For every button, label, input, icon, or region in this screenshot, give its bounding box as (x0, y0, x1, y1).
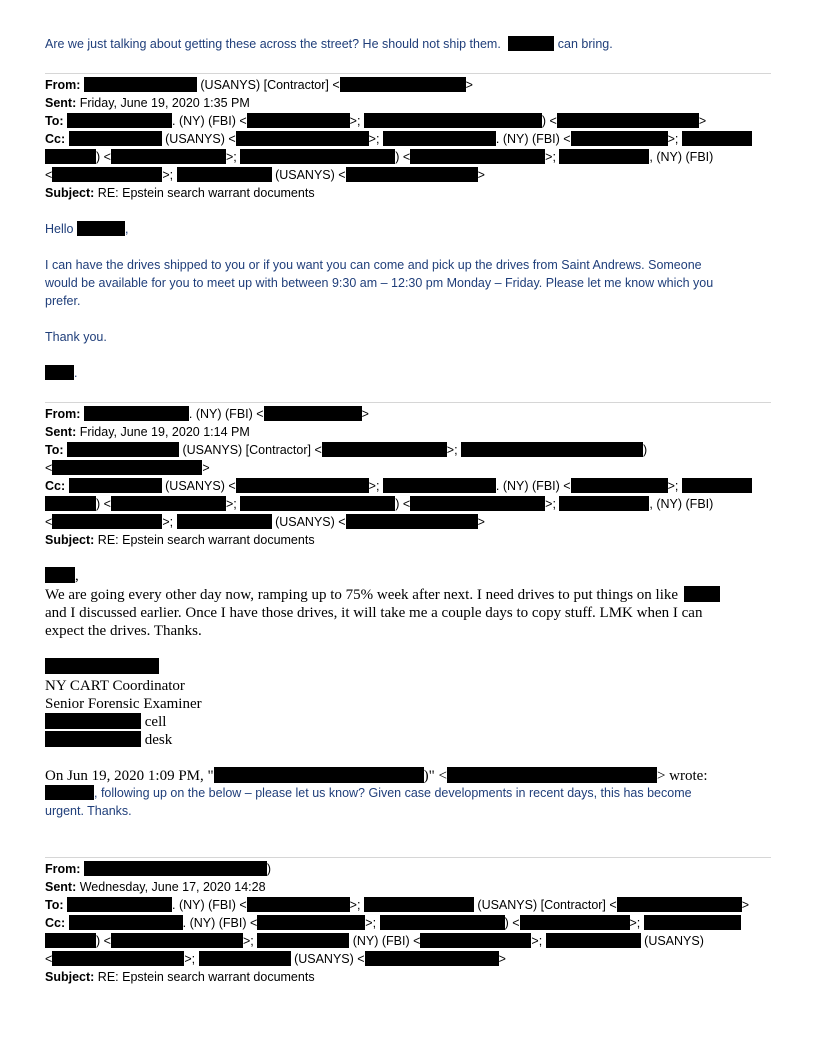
from-label: From: (45, 78, 81, 92)
redaction (682, 478, 752, 493)
email1-thanks: Thank you. (45, 330, 107, 344)
cc-text: >; (225, 497, 237, 511)
to-label: To: (45, 443, 64, 457)
email2-cc-cont2 (45, 513, 485, 531)
redaction (52, 951, 184, 966)
redaction (45, 785, 94, 800)
redaction (346, 514, 478, 529)
cc-label: Cc: (45, 479, 66, 493)
sent-value: Friday, June 19, 2020 1:35 PM (79, 96, 250, 110)
sent-label: Sent: (45, 96, 77, 110)
to-text: < (45, 461, 53, 475)
redaction (236, 478, 369, 493)
redaction (682, 131, 752, 146)
follow-up-line: urgent. Thanks. (45, 804, 132, 818)
redaction (236, 131, 369, 146)
redaction (45, 365, 74, 380)
to-text: > (202, 461, 210, 475)
divider (45, 402, 771, 403)
cc-text: (USANYS) < (165, 479, 236, 493)
redaction (264, 406, 362, 421)
redaction (69, 478, 162, 493)
cc-text: ) < (96, 150, 111, 164)
redaction (177, 514, 272, 529)
email1-from (45, 76, 473, 94)
cc-text: , (NY) (FBI) (649, 497, 714, 511)
email2-cc (45, 477, 752, 495)
cc-text: < (45, 952, 53, 966)
email2-from (45, 405, 369, 423)
cc-text: >; (368, 479, 380, 493)
email1-body-line: prefer. (45, 294, 81, 308)
subject-label: Subject: (45, 186, 95, 200)
redaction (346, 167, 478, 182)
cc-text: > (477, 168, 485, 182)
redaction (559, 496, 649, 511)
subject-label: Subject: (45, 970, 95, 984)
cc-text: >; (667, 132, 679, 146)
email2-sig-name (45, 658, 159, 676)
email2-subject (45, 531, 315, 549)
redaction (508, 36, 554, 51)
to-label: To: (45, 898, 64, 912)
redaction (380, 915, 505, 930)
cc-text: (USANYS) < (275, 168, 346, 182)
cc-label: Cc: (45, 132, 66, 146)
cc-text: ) < (395, 150, 411, 164)
greeting-text: Hello (45, 222, 74, 236)
email1-subject (45, 184, 315, 202)
follow-up-line (45, 784, 692, 802)
sent-value: Friday, June 19, 2020 1:14 PM (79, 425, 250, 439)
email3-from (45, 860, 271, 878)
cc-text: >; (368, 132, 380, 146)
from-label: From: (45, 407, 81, 421)
top-reply-text-end: can bring. (557, 37, 613, 51)
cc-text: ) < (395, 497, 411, 511)
redaction (644, 915, 741, 930)
cc-text: (USANYS) < (294, 952, 365, 966)
email1-sent (45, 94, 250, 112)
greeting-text-end: , (124, 222, 129, 236)
redaction (84, 861, 267, 876)
redaction (214, 767, 424, 783)
from-text-end: > (465, 78, 473, 92)
quote-text: > wrote: (656, 768, 708, 784)
redaction (67, 897, 172, 912)
email1-body-line: I can have the drives shipped to you or if you want you can come and pick up the drives from Saint Andrews. Someone (45, 258, 702, 272)
to-label: To: (45, 114, 64, 128)
redaction (617, 897, 742, 912)
redaction (45, 658, 159, 674)
redaction (240, 496, 395, 511)
greeting-text: , (75, 568, 79, 584)
redaction (340, 77, 466, 92)
redaction (69, 131, 162, 146)
signature-text: . (74, 366, 78, 380)
sent-value: Wednesday, June 17, 2020 14:28 (79, 880, 266, 894)
quote-text: On Jun 19, 2020 1:09 PM, " (45, 768, 214, 784)
email3-cc (45, 914, 741, 932)
cc-text: >; (667, 479, 679, 493)
email2-to-cont (45, 459, 210, 477)
redaction (52, 167, 162, 182)
redaction (45, 496, 96, 511)
email2-greeting (45, 567, 79, 585)
email2-cc-cont (45, 495, 713, 513)
redaction (45, 731, 141, 747)
redaction (364, 897, 474, 912)
email1-greeting (45, 220, 128, 238)
quote-text: )" < (423, 768, 447, 784)
cc-text: >; (545, 497, 556, 511)
redaction (67, 442, 179, 457)
cc-text: . (NY) (FBI) < (495, 132, 571, 146)
cc-text: (NY) (FBI) < (352, 934, 421, 948)
to-text: >; (446, 443, 458, 457)
email3-subject (45, 968, 315, 986)
redaction (257, 915, 365, 930)
redaction (571, 131, 668, 146)
redaction (684, 586, 720, 602)
cc-text: >; (225, 150, 237, 164)
cc-text: ) < (96, 934, 111, 948)
top-reply-text: Are we just talking about getting these across the street? He should not ship them. (45, 37, 501, 51)
subject-value: RE: Epstein search warrant documents (97, 533, 315, 547)
redaction (322, 442, 447, 457)
cc-text: >; (365, 916, 377, 930)
divider (45, 857, 771, 858)
cc-text: ) < (96, 497, 111, 511)
redaction (410, 496, 545, 511)
body-text: We are going every other day now, ramping up to 75% week after next. I need drives to put things on like (45, 587, 679, 603)
cc-text: >; (162, 515, 174, 529)
redaction (247, 113, 350, 128)
to-text: (USANYS) [Contractor] < (477, 898, 617, 912)
redaction (571, 478, 668, 493)
cc-text: >; (162, 168, 174, 182)
redaction (199, 951, 291, 966)
email1-signature (45, 364, 77, 382)
redaction (111, 496, 226, 511)
top-reply-line (45, 35, 613, 53)
follow-up-text: , following up on the below – please let us know? Given case developments in recent days, this has become (94, 786, 692, 800)
to-text: ) (643, 443, 648, 457)
sig-title: Senior Forensic Examiner (45, 696, 202, 712)
to-text: > (698, 114, 707, 128)
cc-text: >; (242, 934, 254, 948)
cc-text: (USANYS) < (165, 132, 236, 146)
to-text: >; (349, 898, 361, 912)
redaction (45, 713, 141, 729)
to-text: (USANYS) [Contractor] < (182, 443, 322, 457)
from-text: (USANYS) [Contractor] < (200, 78, 340, 92)
email1-cc-cont (45, 148, 713, 166)
cc-text: < (45, 168, 53, 182)
sig-desk-label: desk (144, 732, 173, 748)
redaction (69, 915, 183, 930)
cc-text: > (498, 952, 506, 966)
sig-cell-label: cell (144, 714, 167, 730)
redaction (364, 113, 542, 128)
email3-to (45, 896, 749, 914)
to-text: ) < (541, 114, 557, 128)
email2-body-line (45, 586, 720, 604)
redaction (111, 149, 226, 164)
email1-cc-cont2 (45, 166, 485, 184)
cc-text: >; (531, 934, 543, 948)
redaction (257, 933, 349, 948)
redaction (247, 897, 350, 912)
email2-sent (45, 423, 250, 441)
subject-value: RE: Epstein search warrant documents (97, 970, 315, 984)
redaction (557, 113, 699, 128)
cc-text: (USANYS) (644, 934, 704, 948)
cc-text: >; (629, 916, 641, 930)
email2-body-line: and I discussed earlier. Once I have those drives, it will take me a couple days to copy stuff. LMK when I can (45, 605, 703, 621)
from-text-end: > (361, 407, 369, 421)
redaction (520, 915, 630, 930)
to-text: >; (349, 114, 361, 128)
email3-cc-cont2 (45, 950, 506, 968)
sent-label: Sent: (45, 880, 77, 894)
cc-label: Cc: (45, 916, 66, 930)
redaction (240, 149, 395, 164)
from-text: . (NY) (FBI) < (188, 407, 264, 421)
cc-text: (USANYS) < (275, 515, 346, 529)
subject-value: RE: Epstein search warrant documents (97, 186, 315, 200)
redaction (45, 149, 96, 164)
sig-cell (45, 713, 166, 731)
redaction (45, 933, 96, 948)
quote-header (45, 767, 708, 785)
email2-body-line: expect the drives. Thanks. (45, 623, 202, 639)
sent-label: Sent: (45, 425, 77, 439)
email1-body-line: would be available for you to meet up with between 9:30 am – 12:30 pm Monday – Friday. Please let me know which you (45, 276, 714, 290)
cc-text: ) < (504, 916, 520, 930)
cc-text: > (477, 515, 485, 529)
redaction (420, 933, 531, 948)
redaction (177, 167, 272, 182)
redaction (383, 478, 496, 493)
redaction (546, 933, 641, 948)
email1-cc (45, 130, 752, 148)
sig-title: NY CART Coordinator (45, 678, 185, 694)
cc-text: >; (184, 952, 196, 966)
email3-sent (45, 878, 266, 896)
cc-text: , (NY) (FBI) (649, 150, 714, 164)
cc-text: . (NY) (FBI) < (182, 916, 258, 930)
redaction (410, 149, 545, 164)
redaction (84, 77, 197, 92)
to-text: . (NY) (FBI) < (172, 898, 247, 912)
redaction (45, 567, 75, 583)
redaction (77, 221, 125, 236)
redaction (52, 514, 162, 529)
subject-label: Subject: (45, 533, 95, 547)
from-text: ) (266, 862, 272, 876)
email2-to (45, 441, 647, 459)
cc-text: >; (545, 150, 556, 164)
to-text: . (NY) (FBI) < (172, 114, 247, 128)
divider (45, 73, 771, 74)
to-text: > (741, 898, 749, 912)
email3-cc-cont (45, 932, 704, 950)
redaction (383, 131, 496, 146)
redaction (461, 442, 643, 457)
from-label: From: (45, 862, 81, 876)
email1-to (45, 112, 706, 130)
cc-text: < (45, 515, 53, 529)
redaction (111, 933, 243, 948)
cc-text: . (NY) (FBI) < (495, 479, 571, 493)
redaction (84, 406, 189, 421)
redaction (52, 460, 202, 475)
redaction (365, 951, 499, 966)
sig-desk (45, 731, 172, 749)
redaction (559, 149, 649, 164)
redaction (67, 113, 172, 128)
redaction (447, 767, 657, 783)
